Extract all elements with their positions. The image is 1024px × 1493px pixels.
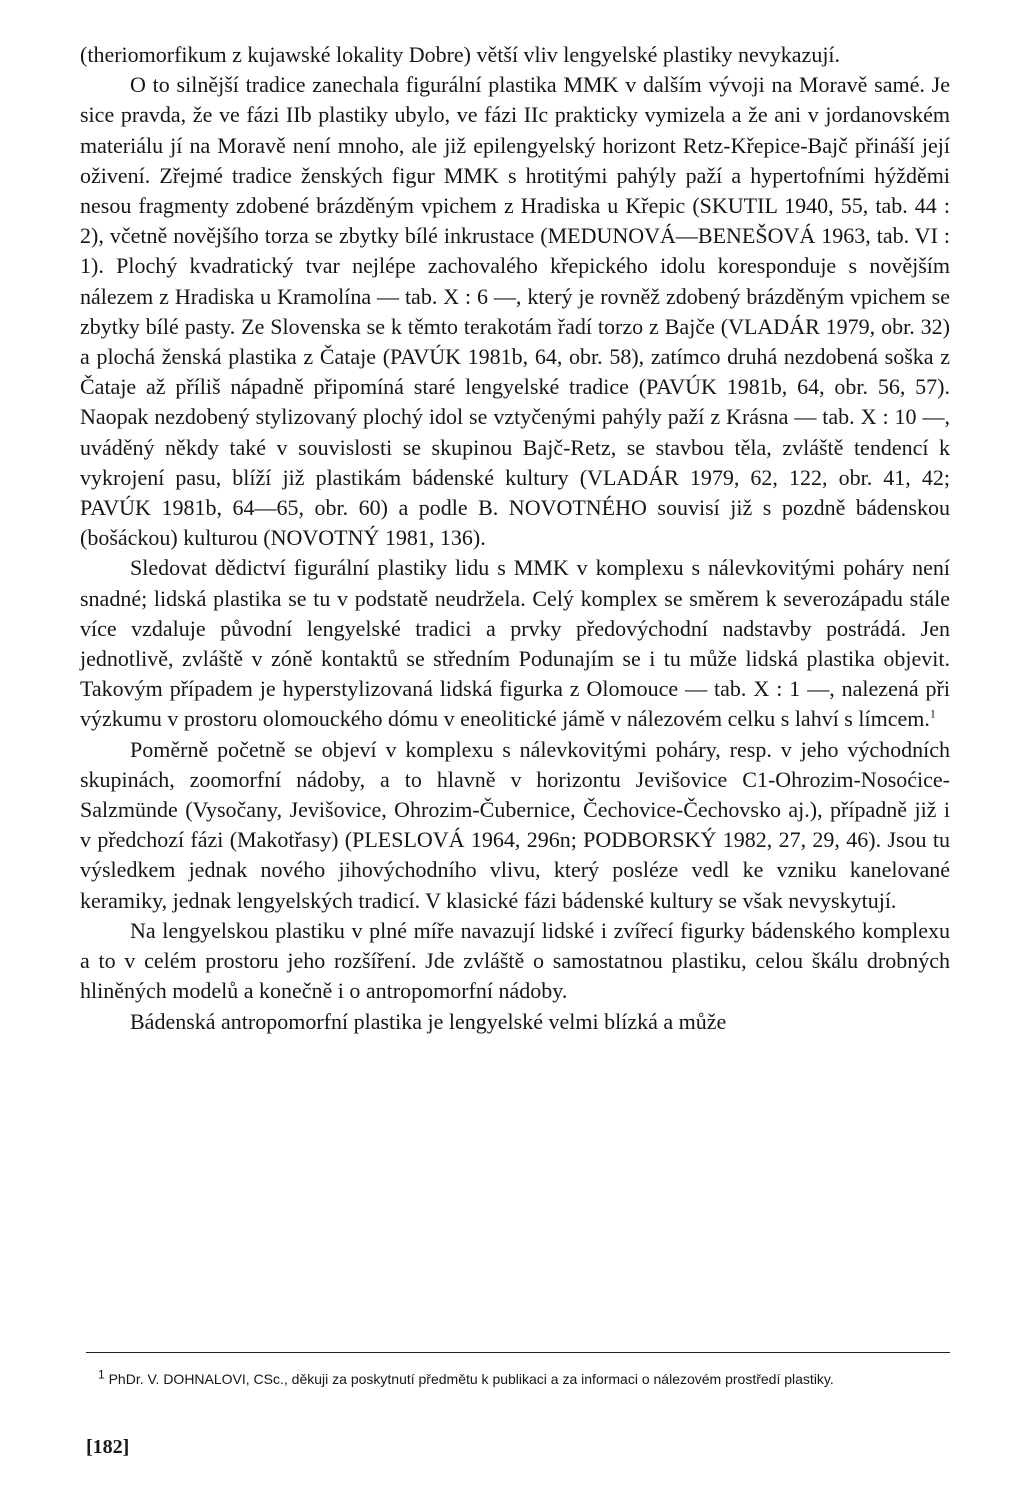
footnote-text: PhDr. V. DOHNALOVI, CSc., děkuji za poskytnutí předmětu k publikaci a za informaci o nálezovém prostředí plastiky.	[108, 1371, 834, 1387]
footnote-divider	[86, 1352, 950, 1353]
paragraph-6: Bádenská antropomorfní plastika je lengyelské velmi blízká a může	[130, 1008, 727, 1034]
paragraph-5: Na lengyelskou plastiku v plné míře navazují lidské i zvířecí figurky bádenského komplexu a to v celém prostoru jeho rozšíření. Jde zvláště o samostatnou plastiku, celou škálu drobných hliněných modelů a konečně i o antropomorfní nádoby.	[80, 917, 950, 1004]
footnote	[80, 1367, 950, 1389]
page-number: [182]	[86, 1436, 130, 1458]
page-body	[80, 40, 950, 1037]
paragraph-3	[80, 553, 950, 734]
footnote-reference: 1	[929, 707, 936, 722]
paragraph-2: O to silnější tradice zanechala figurální plastika MMK v dalším vývoji na Moravě samé. Je sice pravda, že ve fázi IIb plastiky ubylo, ve fázi IIc prakticky vymizela a že ani v jordanovském materiálu jí na Moravě není mnoho, ale již epilengyelský horizont Retz-Křepice-Bajč přináší její oživení. Zřejmé tradice ženských figur MMK s hrotitými pahýly paží a hypertofními hýžděmi nesou fragmenty zdobené brázděným vpichem z Hradiska u Křepic (SKUTIL 1940, 55, tab. 44 : 2), včetně novějšího torza se zbytky bílé inkrustace (MEDUNOVÁ—BENEŠOVÁ 1963, tab. VI : 1). Plochý kvadratický tvar nejlépe zachovalého křepického idolu koresponduje s novějším nálezem z Hradiska u Kramolína — tab. X : 6 —, který je rovněž zdobený brázděným vpichem se zbytky bílé pasty. Ze Slovenska se k těmto terakotám řadí torzo z Bajče (VLADÁR 1979, obr. 32) a plochá ženská plastika z Čataje (PAVÚK 1981b, 64, obr. 58), zatímco druhá nezdobená soška z Čataje až příliš nápadně připomíná staré lengyelské tradice (PAVÚK 1981b, 64, obr. 56, 57). Naopak nezdobený stylizovaný plochý idol se vztyčenými pahýly paží z Krásna — tab. X : 10 —, uváděný někdy také v souvislosti se skupinou Bajč-Retz, se stavbou těla, zvláště tendencí k vykrojení pasu, blíží již plastikám bádenské kultury (VLADÁR 1979, 62, 122, obr. 41, 42; PAVÚK 1981b, 64—65, obr. 60) a podle B. NOVOTNÉHO souvisí již s pozdně bádenskou (bošáckou) kulturou (NOVOTNÝ 1981, 136).	[80, 72, 950, 551]
footnote-mark: 1	[98, 1367, 105, 1382]
paragraph-4: Poměrně početně se objeví v komplexu s nálevkovitými poháry, resp. v jeho východních skupinách, zoomorfní nádoby, a to hlavně v horizontu Jevišovice C1-Ohrozim-Nosoćice-Salzmünde (Vysočany, Jevišovice, Ohrozim-Čubernice, Čechovice-Čechovsko aj.), případně již i v předchozí fázi (Makotřasy) (PLESLOVÁ 1964, 296n; PODBORSKÝ 1982, 27, 29, 46). Jsou tu výsledkem jednak nového jihovýchodního vlivu, který posléze vedl ke vzniku kanelované keramiky, jednak lengyelských tradicí. V klasické fázi bádenské kultury se však nevyskytují.	[80, 736, 950, 913]
paragraph-3-text: Sledovat dědictví figurální plastiky lidu s MMK v komplexu s nálevkovitými poháry není snadné; lidská plastika se tu v podstatě neudržela. Celý komplex se směrem k severozápadu stále více vzdaluje původní lengyelské tradici a prvky předovýchodní nadstavby postrádá. Jen jednotlivě, zvláště v zóně kontaktů se středním Podunajím se i tu může lidská plastika objevit. Takovým případem je hyperstylizovaná lidská figurka z Olomouce — tab. X : 1 —, nalezená při výzkumu v prostoru olomouckého dómu v eneolitické jámě v nálezovém celku s lahví s límcem.	[80, 555, 950, 732]
paragraph-1: (theriomorfikum z kujawské lokality Dobre) větší vliv lengyelské plastiky nevykazují.	[80, 42, 841, 67]
